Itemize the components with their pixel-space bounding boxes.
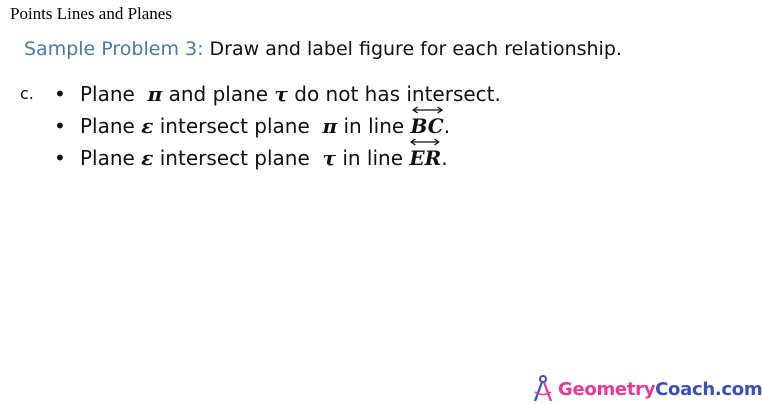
- double-arrow-icon: [409, 137, 441, 147]
- plane-symbol: ε: [141, 146, 154, 170]
- bullet-list: [54, 78, 501, 174]
- part-letter: c.: [20, 84, 34, 103]
- bullet-dot: •: [54, 114, 66, 138]
- plane-symbol: ε: [141, 114, 154, 138]
- double-arrow-icon: [411, 105, 444, 115]
- bullet-text: in line: [343, 114, 405, 138]
- plane-symbol: τ: [274, 82, 288, 106]
- problem-statement: [24, 38, 622, 60]
- line-er: [409, 142, 441, 174]
- bullet-text: Plane: [80, 82, 135, 106]
- plane-symbol: π: [147, 82, 163, 106]
- logo-text-geometry: Geometry: [558, 378, 656, 400]
- bullet-text: Plane: [80, 114, 135, 138]
- compass-icon: [530, 374, 556, 404]
- plane-symbol: τ: [322, 146, 336, 170]
- bullet-item: [54, 142, 501, 174]
- geometrycoach-logo[interactable]: [530, 374, 762, 404]
- header-title: Points Lines and Planes: [10, 4, 172, 23]
- bullet-text: intersect plane: [159, 114, 310, 138]
- problem-label: Sample Problem 3:: [24, 38, 204, 60]
- line-label: ER: [409, 146, 442, 170]
- bullet-text: Plane: [80, 146, 135, 170]
- bullet-text: do not has intersect.: [294, 82, 501, 106]
- logo-text: [558, 379, 762, 400]
- bullet-end: .: [443, 114, 451, 138]
- bullet-text: intersect plane: [159, 146, 310, 170]
- problem-instruction: Draw and label figure for each relationship.: [209, 38, 622, 60]
- plane-symbol: π: [322, 114, 338, 138]
- line-label: BC: [410, 114, 444, 138]
- bullet-end: .: [441, 146, 448, 170]
- bullet-dot: •: [54, 82, 66, 106]
- bullet-text: in line: [342, 146, 403, 170]
- logo-text-coach: Coach.com: [655, 378, 762, 400]
- bullet-text: and plane: [168, 82, 269, 106]
- bullet-dot: •: [54, 146, 66, 170]
